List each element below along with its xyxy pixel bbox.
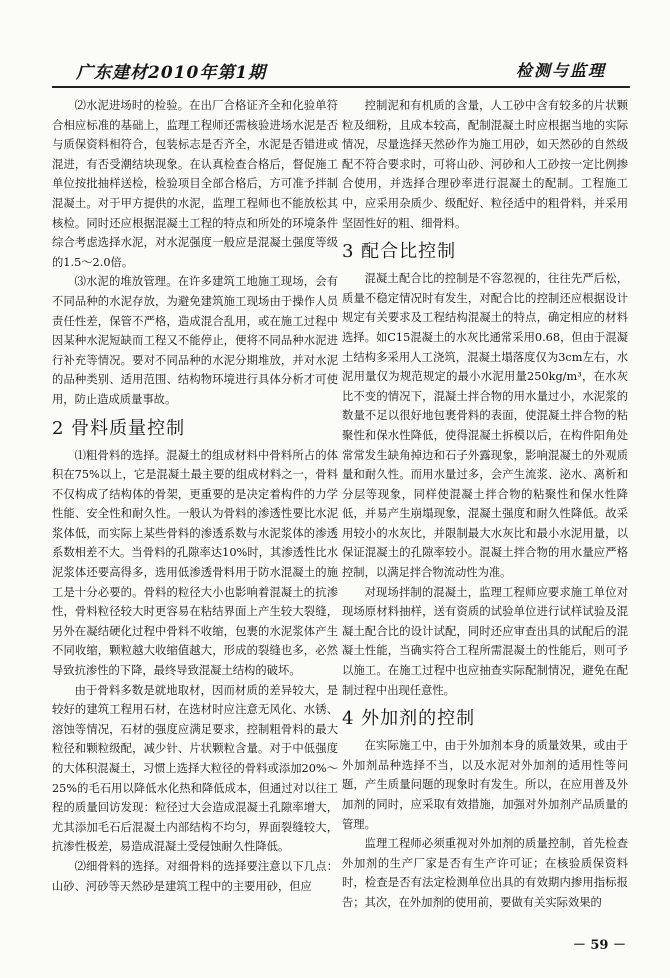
- paragraph: 对现场拌制的混凝土，监理工程师应要求施工单位对现场原材料抽样，送有资质的试验单位进行试样试验及混凝土配合比的设计试配，同时还应审查出具的试配后的混凝土性能，当确实符合工程所需混凝土的性能后，则可予以施工。在施工过程中也应抽查实际配制情况，避免在配制过程中出现任意性。: [342, 585, 628, 697]
- page-number: － 59 －: [572, 938, 626, 953]
- paragraph: 控制泥和有机质的含量，人工砂中含有较多的片状颗粒及细粉，且成本较高，配制混凝土时应根据当地的实际情况，尽量选择天然砂作为施工用砂，如天然砂的自然级配不符合要求时，可将山砂、河砂和人工砂按一定比例掺合使用，并选择合理砂率进行混凝土的配制。工程施工中，应采用杂质少、级配好、粒径适中的粗骨料，并采用坚固性好的粗、细骨料。: [342, 99, 628, 230]
- paragraph: ⑶水泥的堆放管理。在许多建筑工地施工现场，会有不同品种的水泥存放，为避免建筑施工现场由于操作人员责任性差，保管不严格，造成混合乱用，或在施工过程中因某种水泥短缺而工程又不能停止，便将不同品种水泥进行补充等情况。要对不同品种的水泥分期堆放，并对水泥的品种类别、适用范围、结构物环境进行具体分析才可使用，防止造成质量事故。: [52, 275, 338, 406]
- running-header: [52, 58, 630, 83]
- header-divider: [52, 86, 630, 88]
- left-column: [52, 96, 338, 896]
- section-heading: 3 配合比控制: [342, 241, 457, 263]
- paragraph: ⑵细骨料的选择。对细骨料的选择要注意以下几点：山砂、河砂等天然砂是建筑工程中的主要用砂，但应: [52, 859, 338, 893]
- section-heading: 4 外加剂的控制: [342, 708, 476, 730]
- section-name: 检测与监理: [515, 61, 606, 80]
- paragraph: 混凝土配合比的控制是不容忽视的，往往先严后松，质量不稳定情况时有发生，对配合比的控制还应根据设计规定有关要求及工程结构混凝土的特点，确定相应的材料选择。如C15混凝土的水灰比通常采用0.68，但由于混凝土结构多采用人工浇筑，混凝土塌落度仅为3cm左右，水泥用量仅为规范规定的最小水泥用量250kg/m³，在水灰比不变的情况下，混凝土拌合物的用水量过小，水泥浆的数量不足以很好地包裹骨料的表面，使混凝土拌合物的粘聚性和保水性降低，使得混凝土拆模以后，在构件阳角处常常发生缺角掉边和石子外露现象，影响混凝土的外观质量和耐久性。而用水量过多，会产生流浆、泌水、离析和分层等现象，同样使混凝土拌合物的粘聚性和保水性降低，并易产生崩塌现象，混凝土强度和耐久性降低。故采用较小的水灰比，并限制最大水灰比和最小水泥用量，以保证混凝土的孔隙率较小。混凝土拌合物的用水量应严格控制，以满足拌合物流动性为准。: [342, 272, 628, 580]
- right-column: [342, 96, 628, 913]
- paragraph: 由于骨料多数是就地取材，因而材质的差异较大，是较好的建筑工程用石材，在选材时应注意无风化、水锈、溶蚀等情况，石材的强度应满足要求，控制粗骨料的最大粒径和颗粒级配，减少针、片状颗粒含量。对于中低强度的大体积混凝土，习惯上选择大粒径的骨料或添加20%～25%的毛石用以降低水化热和降低成本，但通过对以往工程的质量回访发现：粒径过大会造成混凝土孔隙率增大，尤其添加毛石后混凝土内部结构不均匀，界面裂缝较大，抗渗性极差，易造成混凝土受侵蚀耐久性降低。: [52, 683, 338, 854]
- paragraph: 监理工程师必须重视对外加剂的质量控制，首先检查外加剂的生产厂家是否有生产许可证；在核验质保资料时，检查是否有法定检测单位出具的有效期内掺用指标报告；其次，在外加剂的使用前，要做有关实际效果的: [342, 837, 628, 909]
- paragraph: ⑴粗骨料的选择。混凝土的组成材料中骨料所占的体积在75%以上，它是混凝土最主要的组成材料之一，骨料不仅构成了结构体的骨架，更重要的是决定着构件的力学性能、安全性和耐久性。一般认为骨料的渗透性要比水泥浆体低，而实际上某些骨料的渗透系数与水泥浆体的渗透系数相差不大。当骨料的孔隙率达10%时，其渗透性比水泥浆体还要高得多，选用低渗透骨料用于防水混凝土的施工是十分必要的。骨料的粒径大小也影响着混凝土的抗渗性，骨料粒径较大时更容易在粘结界面上产生较大裂缝，另外在凝结硬化过程中骨料不收缩，包裹的水泥浆体产生不同收缩，颗粒越大收缩值越大，形成的裂缝也多，必然导致抗渗性的下降，最终导致混凝土结构的破坏。: [52, 448, 338, 678]
- journal-title: 广东建材2010年第1期: [76, 63, 267, 83]
- paragraph: 在实际施工中，由于外加剂本身的质量效果，或由于外加剂品种选择不当，以及水泥对外加剂的适用性等问题，产生质量问题的现象时有发生。所以，在应用普及外加剂的同时，应采取有效措施，加强对外加剂产品质量的管理。: [342, 739, 628, 831]
- section-heading: 2 骨料质量控制: [52, 417, 186, 439]
- paragraph: ⑵水泥进场时的检验。在出厂合格证齐全和化验单符合相应标准的基础上，监理工程师还需核验进场水泥是否与质保资料相符合，包装标志是否齐全，水泥是否错进或混进，有否受潮结块现象。在认真检查合格后，督促施工单位按批抽样送检，检验项目全部合格后，方可准予拌制混凝土。对于甲方提供的水泥，监理工程师也不能放松其核检。同时还应根据混凝土工程的特点和所处的环境条件综合考虑选择水泥，对水泥强度一般应是混凝土强度等级的1.5～2.0倍。: [52, 99, 338, 269]
